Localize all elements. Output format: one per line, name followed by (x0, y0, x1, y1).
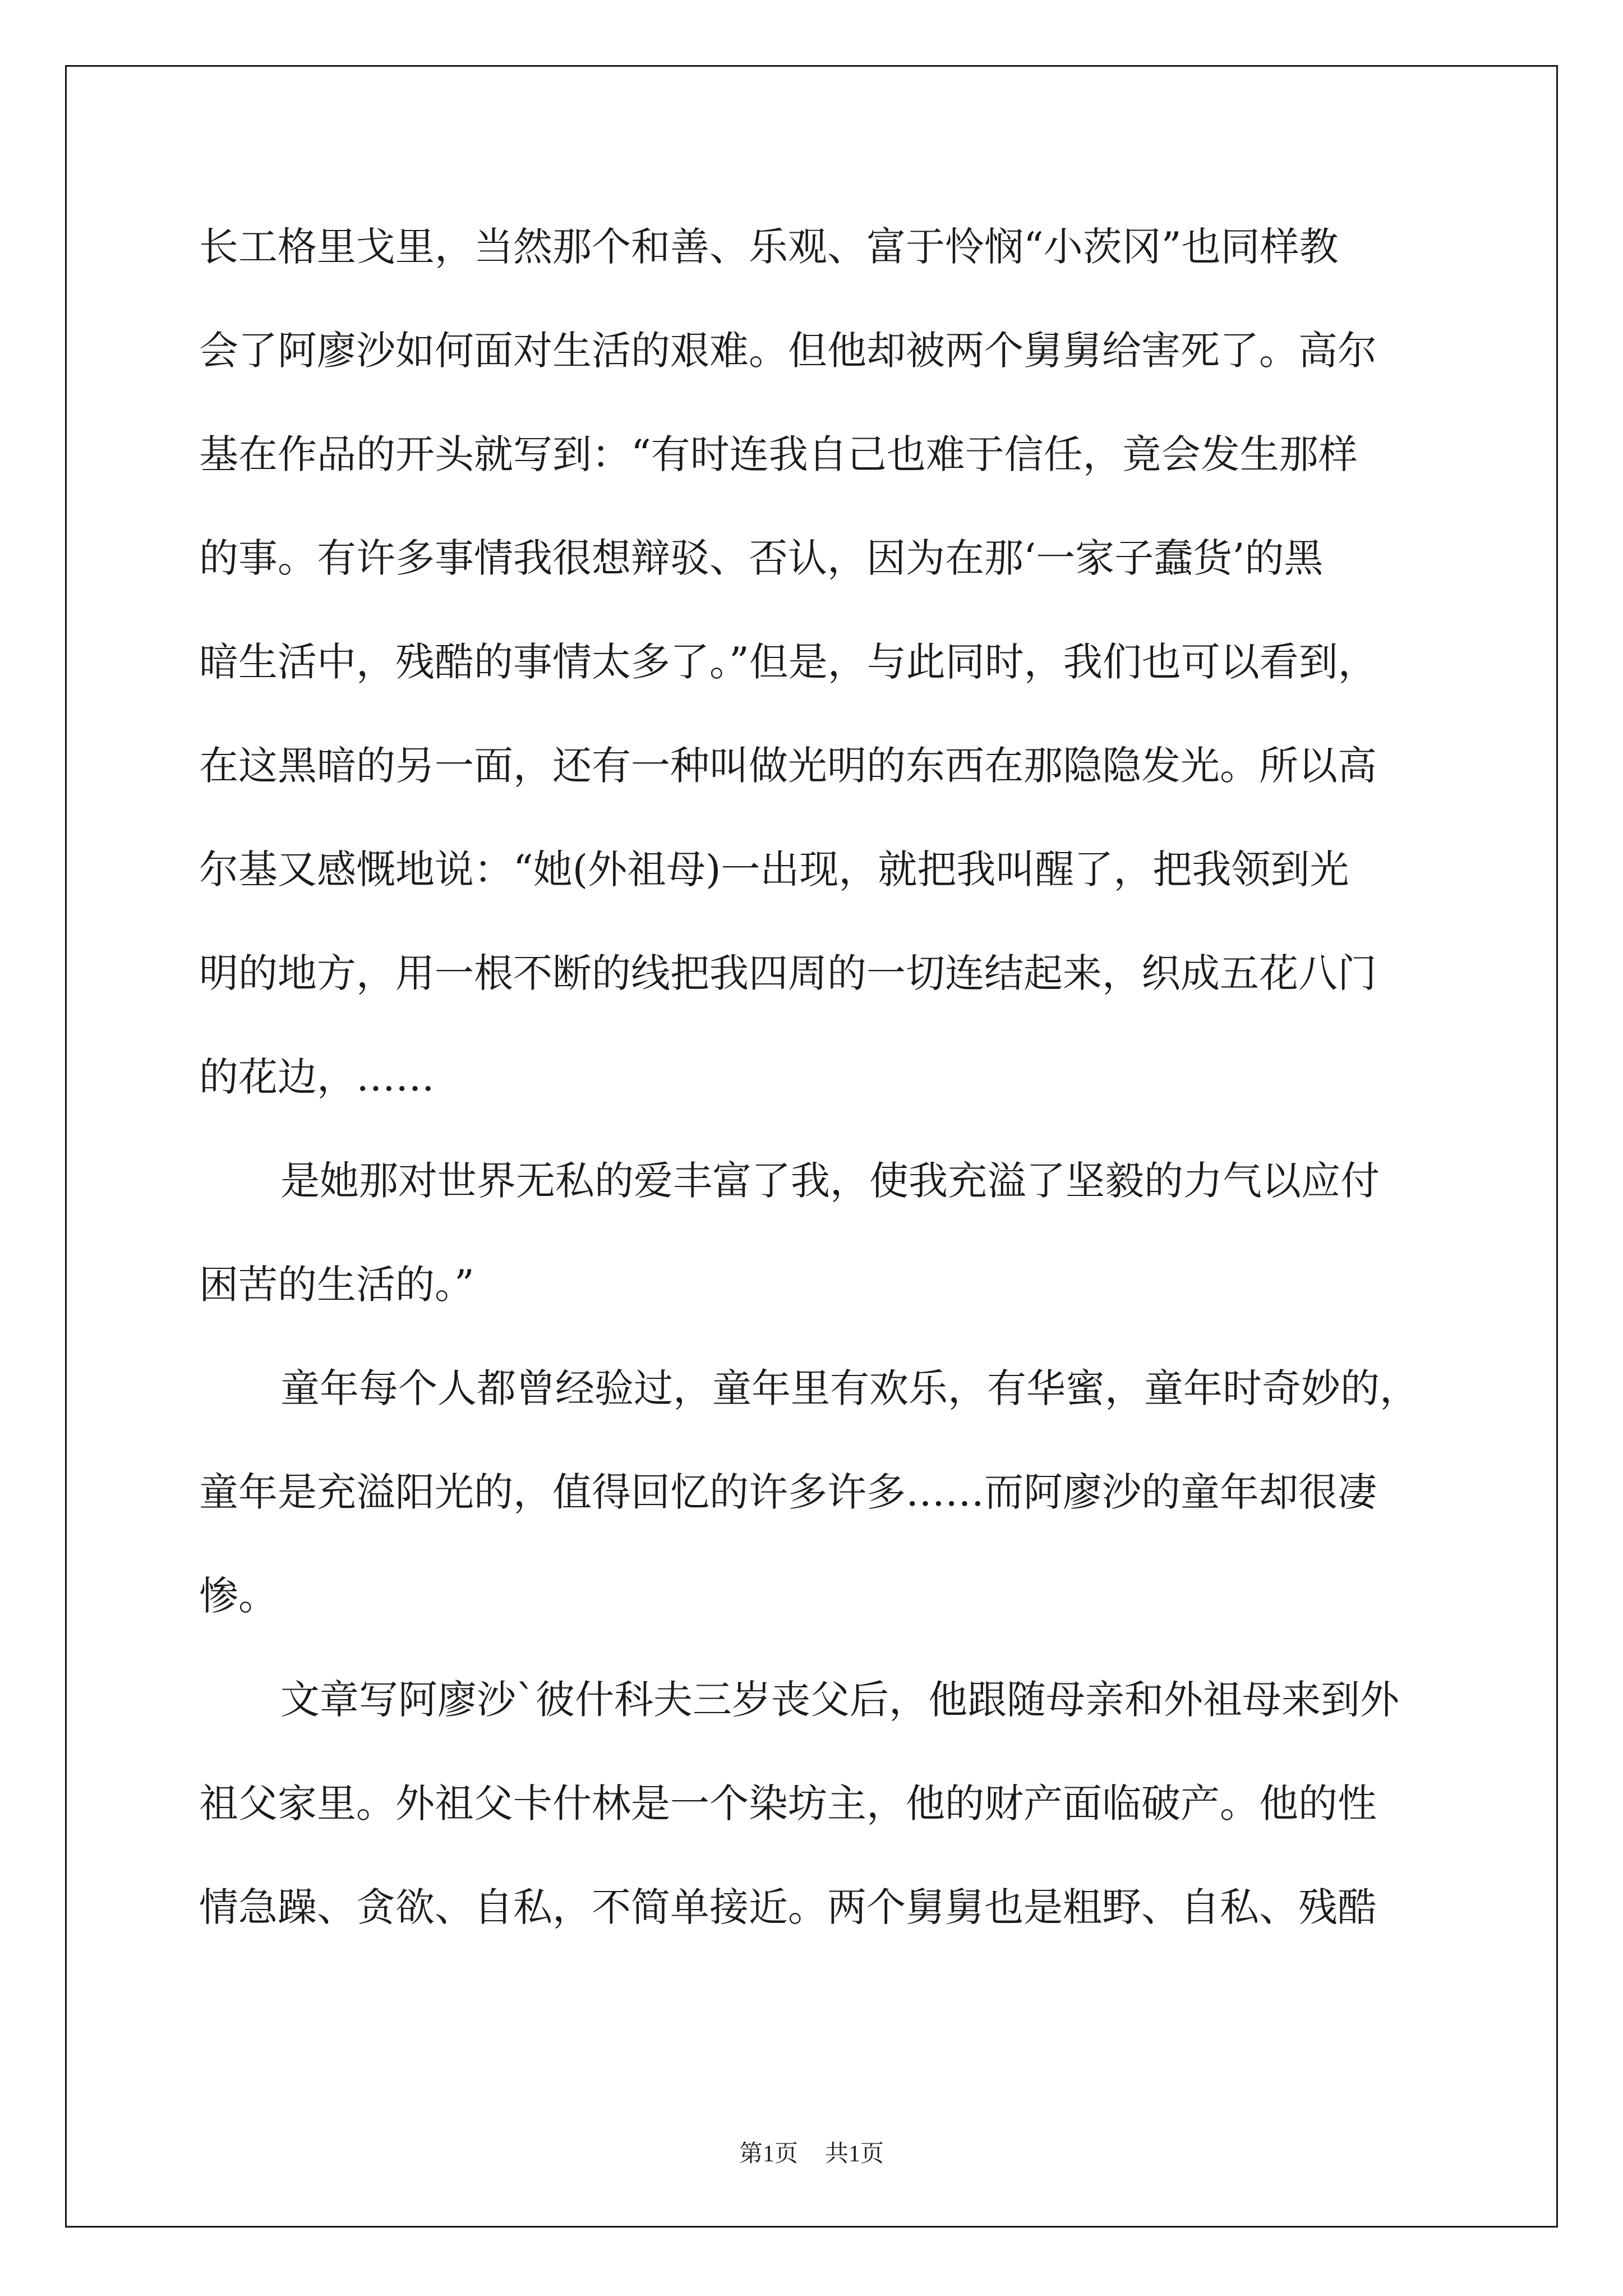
text-line-12: 童年每个人都曾经验过，童年里有欢乐，有华蜜，童年时奇妙的， (280, 1365, 1419, 1411)
text-line-15: 文章写阿廖沙`彼什科夫三岁丧父后，他跟随母亲和外祖母来到外 (280, 1677, 1399, 1723)
text-line-16: 祖父家里。外祖父卡什林是一个染坊主，他的财产面临破产。他的性 (199, 1780, 1377, 1826)
text-line-4: 的事。有许多事情我很想辩驳、否认，因为在那‘一家子蠢货’的黑 (199, 535, 1324, 581)
text-line-1: 长工格里戈里，当然那个和善、乐观、富于怜悯“小茨冈”也同样教 (199, 224, 1339, 270)
text-line-11: 困苦的生活的。” (199, 1262, 474, 1308)
text-line-7: 尔基又感慨地说：“她(外祖母)一出现，就把我叫醒了，把我领到光 (199, 846, 1349, 892)
text-line-8: 明的地方，用一根不断的线把我四周的一切连结起来，织成五花八门 (199, 950, 1377, 996)
text-line-2: 会了阿廖沙如何面对生活的艰难。但他却被两个舅舅给害死了。高尔 (199, 328, 1377, 374)
text-line-9: 的花边，…… (199, 1054, 435, 1100)
text-line-10: 是她那对世界无私的爱丰富了我，使我充溢了坚毅的力气以应付 (280, 1158, 1380, 1204)
page-total: 共1页 (825, 2141, 884, 2167)
page-number: 第1页 (739, 2141, 798, 2167)
text-line-17: 情急躁、贪欲、自私，不简单接近。两个舅舅也是粗野、自私、残酷 (199, 1884, 1377, 1930)
text-line-14: 惨。 (199, 1573, 278, 1619)
page-footer (0, 2137, 1623, 2171)
text-line-3: 基在作品的开头就写到：“有时连我自己也难于信任，竟会发生那样 (199, 431, 1358, 477)
text-line-5: 暗生活中，残酷的事情太多了。”但是，与此同时，我们也可以看到， (199, 639, 1377, 685)
text-line-13: 童年是充溢阳光的，值得回忆的许多许多……而阿廖沙的童年却很凄 (199, 1469, 1377, 1515)
text-line-6: 在这黑暗的另一面，还有一种叫做光明的东西在那隐隐发光。所以高 (199, 743, 1377, 789)
